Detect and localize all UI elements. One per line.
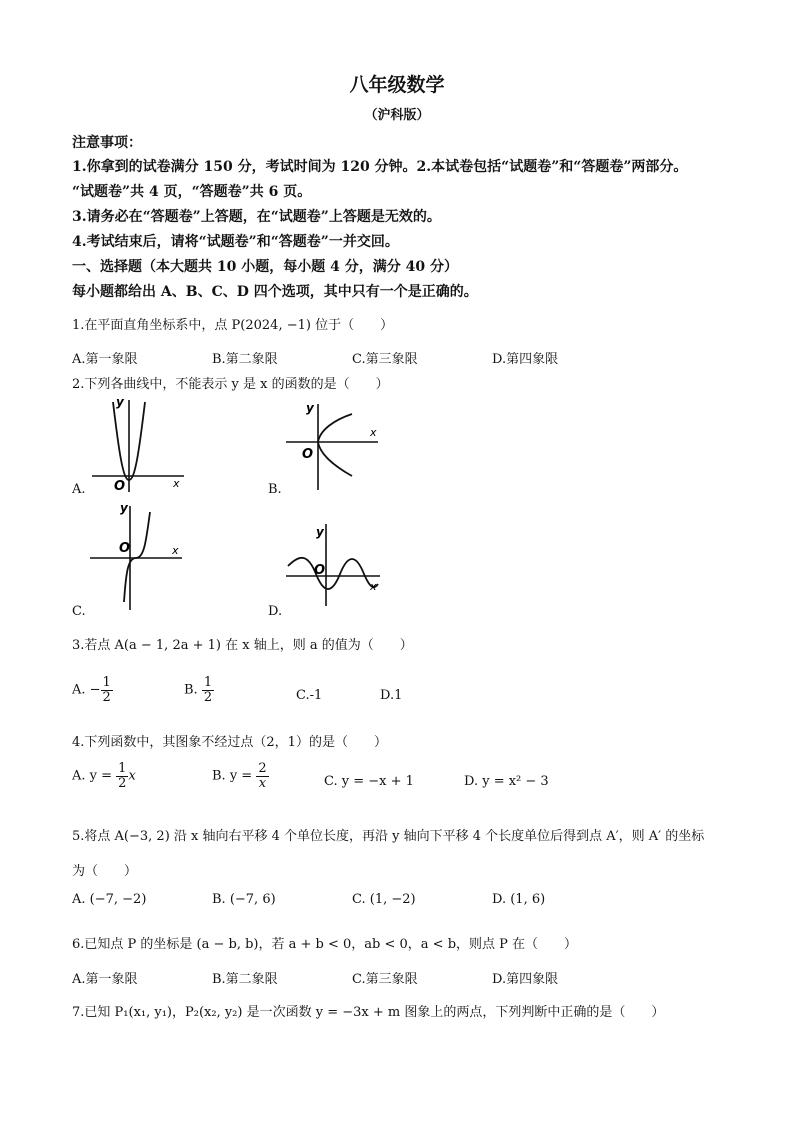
q3-option-d: D.1 [380, 688, 403, 703]
q2-graph-a-origin: O [114, 479, 126, 494]
notes-line-2: “试题卷”共 4 页，“答题卷”共 6 页。 [72, 184, 312, 200]
q2-graph-d-x-label: x [370, 580, 377, 593]
q2-graph-d-origin: O [314, 563, 326, 578]
q7-stem: 7.已知 P₁(x₁, y₁)，P₂(x₂, y₂) 是一次函数 y = −3x + m 图象上的两点，下列判断中正确的是（ ） [72, 1005, 665, 1020]
notes-line-4: 4.考试结束后，请将“试题卷”和“答题卷”一并交回。 [72, 234, 399, 250]
q2-label-a: A. [72, 482, 86, 497]
q2-graph-b-y-label: y [306, 401, 314, 415]
q3-option-c: C.-1 [296, 688, 323, 703]
q6-stem: 6.已知点 P 的坐标是 (a − b, b)，若 a + b < 0，ab < 0，a < b，则点 P 在（ ） [72, 937, 578, 952]
q5-option-b: B. (−7, 6) [212, 892, 276, 907]
q6-option-a: A.第一象限 [72, 972, 138, 987]
q3-option-a: A. − $\frac{1}{2}$ [72, 675, 111, 705]
q4-option-c: C. y = −x + 1 [324, 774, 414, 789]
q3-option-b: B. $\frac{1}{2}$ [184, 675, 213, 705]
q5-stem-continued: 为（ ） [72, 864, 138, 879]
q1-option-a: A.第一象限 [72, 352, 138, 367]
q2-graph-c-x-label: x [172, 544, 179, 557]
q2-graph-d [282, 514, 392, 610]
q6-option-c: C.第三象限 [352, 972, 418, 987]
q2-graph-b-x-label: x [370, 426, 377, 439]
q2-graph-a-y-label: y [116, 395, 124, 409]
q1-stem: 1.在平面直角坐标系中，点 P(2024, −1) 位于（ ） [72, 318, 394, 333]
q4-option-b: B. y = $\frac{2}{x}$ [212, 761, 267, 791]
q2-graph-c-y-label: y [120, 502, 128, 515]
q2-graph-a [84, 392, 194, 494]
q3-stem: 3.若点 A(a − 1, 2a + 1) 在 x 轴上，则 a 的值为（ ） [72, 638, 413, 653]
q5-stem: 5.将点 A(−3, 2) 沿 x 轴向右平移 4 个单位长度，再沿 y 轴向下平移 4 个长度单位后得到点 A′，则 A′ 的坐标 [72, 829, 705, 844]
q4-option-d: D. y = x² − 3 [464, 774, 549, 789]
q5-option-d: D. (1, 6) [492, 892, 546, 907]
q1-option-d: D.第四象限 [492, 352, 559, 367]
q5-option-a: A. (−7, −2) [72, 892, 147, 907]
q2-graph-a-x-label: x [173, 477, 180, 490]
section-instruction: 每小题都给出 A、B、C、D 四个选项，其中只有一个是正确的。 [72, 284, 478, 300]
notes-heading: 注意事项： [72, 135, 142, 151]
q4-option-a: A. y = $\frac{1}{2}$ x [72, 761, 136, 791]
section-heading: 一、选择题（本大题共 10 小题，每小题 4 分，满分 40 分） [72, 259, 458, 275]
notes-line-3: 3.请务必在“答题卷”上答题，在“试题卷”上答题是无效的。 [72, 209, 441, 225]
q2-graph-c [84, 502, 194, 614]
q2-graph-b-origin: O [302, 447, 314, 462]
notes-line-1: 1.你拿到的试卷满分 150 分，考试时间为 120 分钟。2.本试卷包括“试题卷”和“答题卷”两部分。 [72, 159, 688, 175]
q6-option-b: B.第二象限 [212, 972, 278, 987]
q2-label-d: D. [268, 604, 283, 619]
page-title: 八年级数学 [349, 74, 445, 96]
q2-stem: 2.下列各曲线中，不能表示 y 是 x 的函数的是（ ） [72, 377, 389, 392]
q2-label-b: B. [268, 482, 282, 497]
q6-option-d: D.第四象限 [492, 972, 559, 987]
q1-option-b: B.第二象限 [212, 352, 278, 367]
q4-stem: 4.下列函数中，其图象不经过点（2，1）的是（ ） [72, 735, 387, 750]
q2-graph-c-origin: O [119, 541, 131, 556]
q2-graph-d-y-label: y [316, 525, 324, 539]
q1-option-c: C.第三象限 [352, 352, 418, 367]
page-subtitle: （沪科版） [364, 108, 430, 123]
q2-label-c: C. [72, 604, 86, 619]
q5-option-c: C. (1, −2) [352, 892, 416, 907]
q2-graph-b [282, 396, 392, 494]
